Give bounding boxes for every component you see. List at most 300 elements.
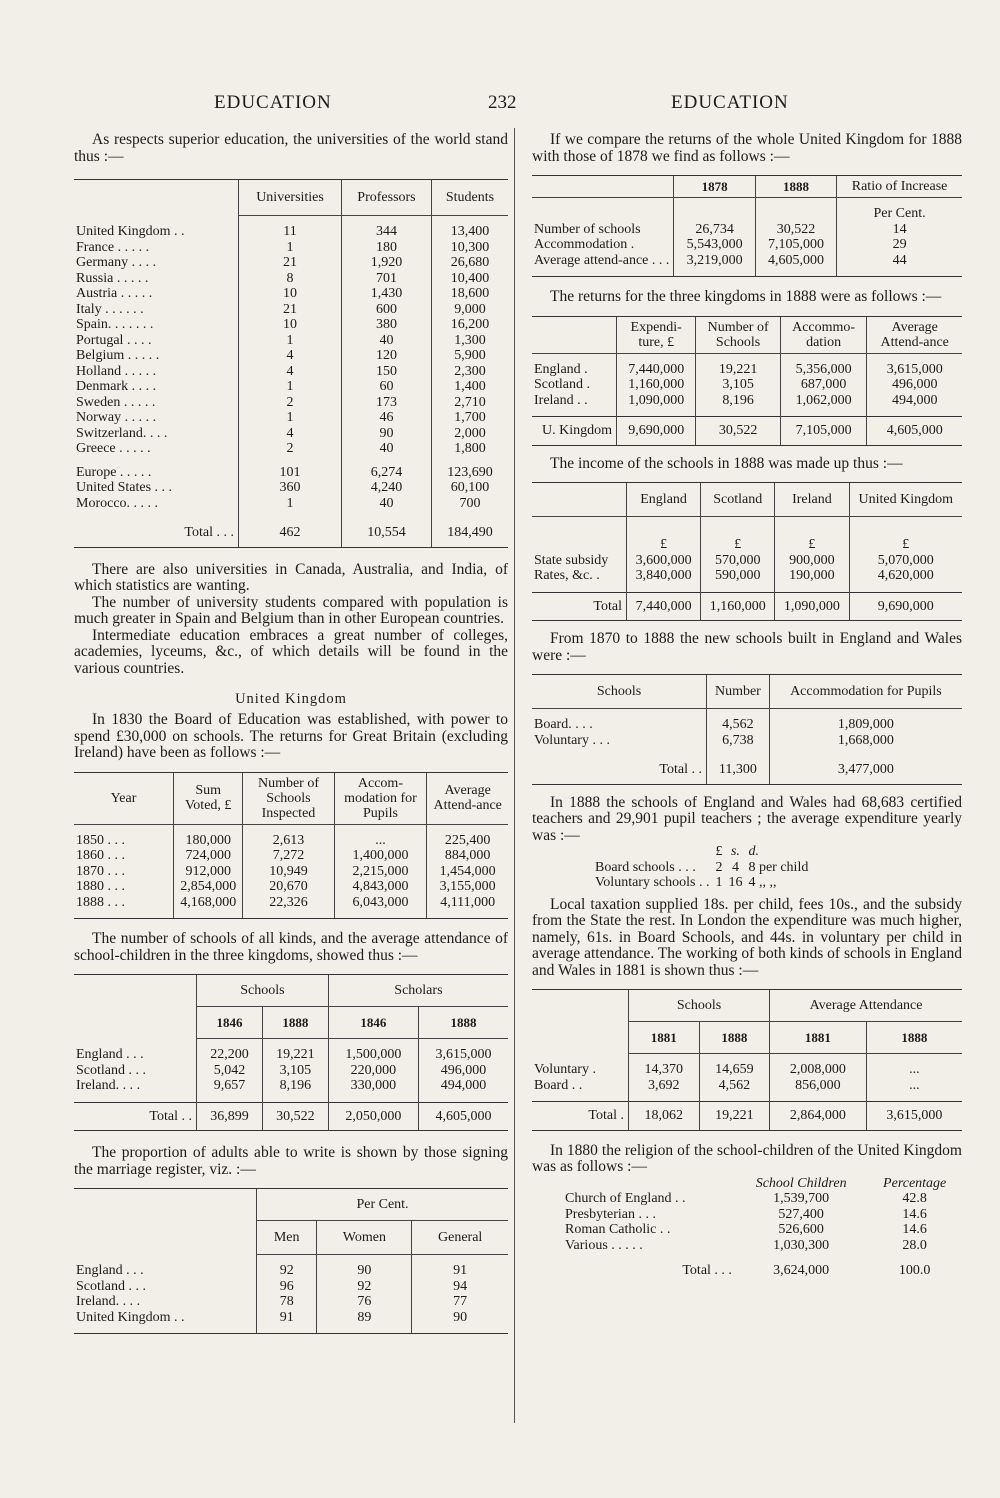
three-kingdoms-table bbox=[74, 974, 508, 1131]
table-cell: 496,000 bbox=[867, 377, 962, 393]
row-label: Norway . . . . . bbox=[76, 410, 157, 425]
col-header: Accommodation for Pupils bbox=[769, 675, 962, 709]
table-cell: 2,300 bbox=[431, 364, 508, 380]
table-cell: 90 bbox=[342, 426, 432, 442]
table-row bbox=[74, 441, 508, 457]
total-label: Total bbox=[532, 592, 627, 621]
table-cell: 494,000 bbox=[419, 1078, 509, 1094]
table-cell: 330,000 bbox=[328, 1078, 418, 1094]
table-cell: 2,710 bbox=[431, 395, 508, 411]
table-cell: 44 bbox=[837, 253, 962, 269]
table-cell: 91 bbox=[257, 1310, 317, 1326]
table-cell: 4 bbox=[239, 364, 342, 380]
table-cell: 3,840,000 bbox=[627, 568, 701, 584]
row-label: Denmark . . . . bbox=[76, 379, 157, 394]
row-label: Holland . . . . . bbox=[76, 363, 157, 379]
col-header: Universities bbox=[239, 180, 342, 216]
table-row bbox=[74, 1078, 508, 1094]
row-label: Switzerland. . . . bbox=[76, 425, 168, 441]
table-row bbox=[74, 410, 508, 426]
col-header: Number bbox=[707, 675, 770, 709]
col-header: Number of Schools Inspected bbox=[243, 772, 334, 824]
table-cell: 7,272 bbox=[243, 848, 334, 864]
group-header: Schools bbox=[197, 975, 329, 1007]
table-cell: 90 bbox=[317, 1263, 412, 1279]
table-cell: 1,400 bbox=[431, 379, 508, 395]
paragraph: From 1870 to 1888 the new schools built in England and Wales were :— bbox=[532, 630, 962, 664]
year-header: 1888 bbox=[262, 1007, 328, 1039]
religion-table bbox=[562, 1176, 962, 1279]
row-label: State subsidy bbox=[534, 552, 609, 568]
table-cell: 4,562 bbox=[707, 717, 770, 733]
year-header: 1846 bbox=[328, 1007, 418, 1039]
table-row bbox=[74, 271, 508, 287]
group-header: Per Cent. bbox=[257, 1189, 509, 1221]
table-cell: 3,615,000 bbox=[419, 1047, 509, 1063]
table-cell: 1 bbox=[715, 875, 723, 890]
table-cell: 1,030,300 bbox=[773, 1237, 830, 1253]
total-cell: 3,477,000 bbox=[769, 756, 962, 784]
row-label: Russia . . . . . bbox=[76, 270, 149, 286]
table-row bbox=[532, 237, 962, 253]
total-label: Total . . bbox=[532, 756, 707, 784]
comparison-table bbox=[532, 175, 962, 277]
table-cell: 5,042 bbox=[197, 1063, 263, 1079]
table-row bbox=[74, 286, 508, 302]
row-label: 1880 . . . bbox=[76, 879, 125, 894]
table-cell: 5,356,000 bbox=[780, 362, 867, 378]
table-cell: 1,430 bbox=[342, 286, 432, 302]
table-cell: 9,000 bbox=[431, 302, 508, 318]
spacer bbox=[74, 216, 508, 225]
table-cell: 26,680 bbox=[431, 255, 508, 271]
total-cell: 9,690,000 bbox=[617, 417, 696, 446]
table-cell: 570,000 bbox=[701, 553, 775, 569]
paragraph: In 1880 the religion of the school-children of the United Kingdom was as follows :— bbox=[532, 1141, 962, 1175]
group-header: Schools bbox=[629, 990, 770, 1022]
total-row bbox=[562, 1253, 962, 1279]
table-row bbox=[74, 1310, 508, 1326]
table-cell: 3,219,000 bbox=[674, 253, 755, 269]
row-label: United Kingdom . . bbox=[76, 224, 185, 239]
table-cell: 1,668,000 bbox=[769, 733, 962, 749]
table-cell: 8,196 bbox=[262, 1078, 328, 1094]
table-cell: 2,215,000 bbox=[334, 864, 427, 880]
table-row bbox=[74, 333, 508, 349]
row-label: Average attend-ance . . . bbox=[534, 252, 670, 268]
total-cell: 462 bbox=[239, 519, 342, 547]
table-cell: 19,221 bbox=[696, 362, 780, 378]
total-label: Total . . . bbox=[682, 1263, 732, 1278]
table-cell: 2,613 bbox=[243, 833, 334, 849]
total-row bbox=[74, 1102, 508, 1131]
table-cell: 10,400 bbox=[431, 271, 508, 287]
table-cell: 900,000 bbox=[775, 553, 849, 569]
total-cell: 4,605,000 bbox=[867, 417, 962, 446]
row-label: Voluntary . . . bbox=[534, 732, 610, 748]
board-education-table bbox=[74, 772, 508, 920]
row-label: France . . . . . bbox=[76, 239, 150, 255]
table-cell: 92 bbox=[257, 1263, 317, 1279]
table-cell: 190,000 bbox=[775, 568, 849, 584]
table-row bbox=[74, 848, 508, 864]
table-cell: 600 bbox=[342, 302, 432, 318]
table-cell: 856,000 bbox=[770, 1078, 867, 1094]
row-label: Voluntary . bbox=[534, 1062, 596, 1077]
row-label: England . . . bbox=[76, 1047, 144, 1062]
row-label: Ireland . . bbox=[534, 392, 588, 408]
row-label: England . . . bbox=[76, 1263, 144, 1278]
table-cell: 701 bbox=[342, 271, 432, 287]
row-label: Rates, &c. . bbox=[534, 568, 600, 583]
table-cell: 4,240 bbox=[342, 480, 432, 496]
table-row bbox=[74, 864, 508, 880]
table-row bbox=[562, 1222, 962, 1238]
col-header: Students bbox=[431, 180, 508, 216]
table-cell: 2,854,000 bbox=[174, 879, 243, 895]
total-cell: 7,105,000 bbox=[780, 417, 867, 446]
row-label: Scotland . . . bbox=[76, 1278, 146, 1294]
table-row bbox=[74, 1047, 508, 1063]
table-row bbox=[74, 224, 508, 240]
table-cell: 30,522 bbox=[755, 222, 836, 238]
table-row bbox=[74, 1263, 508, 1279]
table-row bbox=[74, 465, 508, 481]
table-cell: 10,949 bbox=[243, 864, 334, 880]
table-row bbox=[592, 860, 811, 876]
row-label: Scotland . bbox=[534, 377, 590, 392]
row-label: Roman Catholic . . bbox=[565, 1222, 671, 1237]
table-cell: 7,105,000 bbox=[755, 237, 836, 253]
year-header: 1888 bbox=[866, 1022, 962, 1054]
table-cell: 1,809,000 bbox=[769, 717, 962, 733]
table-cell: 14 bbox=[837, 222, 962, 238]
table-row bbox=[74, 895, 508, 911]
table-row bbox=[532, 553, 962, 569]
table-cell: 4,111,000 bbox=[427, 895, 508, 911]
table-cell: 1,300 bbox=[431, 333, 508, 349]
table-cell: 42.8 bbox=[902, 1191, 927, 1206]
table-cell: 494,000 bbox=[867, 393, 962, 409]
table-row bbox=[74, 379, 508, 395]
table-cell: 4 bbox=[239, 348, 342, 364]
row-label: Spain. . . . . . . bbox=[76, 317, 154, 332]
total-cell: 100.0 bbox=[898, 1263, 931, 1278]
paragraph: If we compare the returns of the whole United Kingdom for 1888 with those of 1878 we find as follows :— bbox=[532, 131, 962, 165]
col-header: Average Attend-ance bbox=[867, 316, 962, 353]
table-row bbox=[74, 302, 508, 318]
table-row bbox=[532, 717, 962, 733]
new-schools-table bbox=[532, 674, 962, 785]
table-cell: 1,160,000 bbox=[617, 377, 696, 393]
table-cell: 40 bbox=[342, 496, 432, 512]
col-header: Schools bbox=[532, 675, 707, 709]
table-cell: 5,543,000 bbox=[674, 237, 755, 253]
table-cell: 96 bbox=[257, 1279, 317, 1295]
table-cell: 91 bbox=[412, 1263, 508, 1279]
row-label: Morocco. . . . . bbox=[76, 495, 159, 511]
spacer bbox=[74, 511, 508, 519]
total-label: Total . . . bbox=[74, 519, 239, 547]
table-cell: 1,090,000 bbox=[617, 393, 696, 409]
table-cell: 912,000 bbox=[174, 864, 243, 880]
table-cell: 9,657 bbox=[197, 1078, 263, 1094]
col-header: Expendi-ture, £ bbox=[617, 316, 696, 353]
col-header: School Children bbox=[755, 1175, 847, 1191]
table-cell: 7,440,000 bbox=[617, 362, 696, 378]
col-header: Accom-modation for Pupils bbox=[334, 772, 427, 824]
total-cell: 3,615,000 bbox=[866, 1102, 962, 1131]
total-cell: 11,300 bbox=[707, 756, 770, 784]
table-cell: 101 bbox=[239, 465, 342, 481]
row-label: Number of schools bbox=[534, 221, 641, 237]
row-label: 1850 . . . bbox=[76, 832, 125, 848]
row-label: Board schools . . . bbox=[595, 859, 696, 875]
row-label: 1870 . . . bbox=[76, 863, 125, 879]
table-cell: 4,620,000 bbox=[849, 568, 962, 584]
table-cell: 4,843,000 bbox=[334, 879, 427, 895]
row-label: Italy . . . . . . bbox=[76, 301, 144, 317]
year-header: 1881 bbox=[770, 1022, 867, 1054]
row-label: Church of England . . bbox=[565, 1191, 686, 1206]
paragraph: Local taxation supplied 18s. per child, fees 10s., and the subsidy from the State the rest. In London the expenditure was much higher, namely, 61s. in Board Schools, and 44s. in voluntary per child in average attendance. The working of both kinds of schools in England and Wales in 1881 is shown thus :— bbox=[532, 895, 962, 979]
table-cell: 92 bbox=[317, 1279, 412, 1295]
table-cell: 60,100 bbox=[431, 480, 508, 496]
table-row bbox=[74, 426, 508, 442]
total-label: U. Kingdom bbox=[532, 417, 617, 446]
table-cell: 3,615,000 bbox=[867, 362, 962, 378]
table-row bbox=[532, 1062, 962, 1078]
table-cell: 5,070,000 bbox=[849, 553, 962, 569]
col-header: Men bbox=[257, 1221, 317, 1255]
total-row bbox=[532, 756, 962, 784]
spacer bbox=[532, 748, 962, 756]
paragraph: The number of schools of all kinds, and the average attendance of school-children in the three kingdoms, showed thus :— bbox=[74, 930, 508, 964]
total-cell: 10,554 bbox=[342, 519, 432, 547]
table-row bbox=[74, 496, 508, 512]
table-cell: 687,000 bbox=[780, 377, 867, 393]
table-cell: 173 bbox=[342, 395, 432, 411]
table-cell: ... bbox=[334, 833, 427, 849]
table-cell: 1 bbox=[239, 496, 342, 512]
row-label: Austria . . . . . bbox=[76, 286, 153, 301]
paragraph: The proportion of adults able to write is shown by those signing the marriage register, viz. :— bbox=[74, 1144, 508, 1178]
table-cell: 1,539,700 bbox=[773, 1191, 830, 1206]
table-cell: 22,326 bbox=[243, 895, 334, 911]
expenditure-table bbox=[592, 844, 811, 891]
table-cell: 13,400 bbox=[431, 224, 508, 240]
table-cell: 78 bbox=[257, 1294, 317, 1310]
table-cell: 123,690 bbox=[431, 465, 508, 481]
table-cell: 180,000 bbox=[174, 833, 243, 849]
table-cell: 724,000 bbox=[174, 848, 243, 864]
total-cell: 36,899 bbox=[197, 1102, 263, 1131]
row-label: Ireland. . . . bbox=[76, 1294, 141, 1309]
table-cell: 6,274 bbox=[342, 465, 432, 481]
table-cell: 1 bbox=[239, 333, 342, 349]
table-row bbox=[532, 393, 962, 409]
table-cell: 120 bbox=[342, 348, 432, 364]
table-cell: 360 bbox=[239, 480, 342, 496]
row-label: United States . . . bbox=[76, 480, 173, 495]
table-cell: 4 ,, ,, bbox=[748, 875, 777, 890]
total-cell: 30,522 bbox=[696, 417, 780, 446]
table-cell: 496,000 bbox=[419, 1063, 509, 1079]
table-cell: 16 bbox=[728, 875, 743, 890]
working-table bbox=[532, 989, 962, 1131]
year-header: 1881 bbox=[629, 1022, 700, 1054]
table-cell: 1,700 bbox=[431, 410, 508, 426]
table-cell: 46 bbox=[342, 410, 432, 426]
table-cell: 4 bbox=[731, 859, 739, 875]
table-cell: 21 bbox=[239, 302, 342, 318]
col-header: Professors bbox=[342, 180, 432, 216]
table-cell: 10 bbox=[239, 286, 342, 302]
table-cell: 3,692 bbox=[629, 1078, 700, 1094]
table-cell: 8,196 bbox=[696, 393, 780, 409]
table-row bbox=[74, 240, 508, 256]
table-cell: 4,562 bbox=[699, 1078, 770, 1094]
table-cell: 4,168,000 bbox=[174, 895, 243, 911]
spacer bbox=[74, 1255, 508, 1264]
table-row bbox=[562, 1238, 962, 1254]
row-label: Board . . bbox=[534, 1077, 583, 1093]
paragraph: The number of university students compared with population is much greater in Spain and Belgium than in other European countries. bbox=[74, 593, 508, 627]
total-cell: 30,522 bbox=[262, 1102, 328, 1131]
table-cell: 14,659 bbox=[699, 1062, 770, 1078]
unit-label: Per Cent. bbox=[837, 198, 962, 222]
spacer bbox=[74, 1094, 508, 1103]
total-row bbox=[532, 1102, 962, 1131]
table-cell: 527,400 bbox=[778, 1206, 824, 1222]
table-cell: 40 bbox=[342, 441, 432, 457]
table-row bbox=[592, 875, 811, 891]
table-cell: 21 bbox=[239, 255, 342, 271]
table-row bbox=[74, 879, 508, 895]
table-row bbox=[74, 317, 508, 333]
table-row bbox=[74, 1294, 508, 1310]
spacer bbox=[532, 1054, 962, 1063]
table-row bbox=[532, 568, 962, 584]
row-label: Sweden . . . . . bbox=[76, 394, 156, 410]
left-column bbox=[74, 132, 508, 1334]
row-label: Germany . . . . bbox=[76, 255, 157, 270]
universities-table bbox=[74, 179, 508, 548]
table-cell: 1,062,000 bbox=[780, 393, 867, 409]
year-header: 1888 bbox=[699, 1022, 770, 1054]
col-header: United Kingdom bbox=[849, 483, 962, 517]
col-header: England bbox=[627, 483, 701, 517]
table-cell: 3,155,000 bbox=[427, 879, 508, 895]
group-header: Scholars bbox=[328, 975, 508, 1007]
table-row bbox=[562, 1207, 962, 1223]
unit-label: £ bbox=[701, 517, 775, 553]
table-cell: 76 bbox=[317, 1294, 412, 1310]
unit-label: £ bbox=[627, 517, 701, 553]
table-cell: 14,370 bbox=[629, 1062, 700, 1078]
spacer bbox=[532, 709, 962, 718]
table-cell: 2 bbox=[239, 441, 342, 457]
table-row bbox=[532, 377, 962, 393]
spacer bbox=[74, 824, 508, 833]
row-label: Ireland. . . . bbox=[76, 1078, 141, 1093]
table-cell: 2 bbox=[715, 859, 723, 875]
col-header: Scotland bbox=[701, 483, 775, 517]
table-cell: 89 bbox=[317, 1310, 412, 1326]
paragraph: The income of the schools in 1888 was made up thus :— bbox=[550, 454, 903, 472]
table-cell: 20,670 bbox=[243, 879, 334, 895]
running-head-left: EDUCATION bbox=[214, 92, 332, 113]
total-cell: 2,050,000 bbox=[328, 1102, 418, 1131]
table-row bbox=[74, 395, 508, 411]
table-cell: 10 bbox=[239, 317, 342, 333]
total-cell: 1,090,000 bbox=[775, 592, 849, 621]
running-head-right: EDUCATION bbox=[671, 92, 789, 113]
table-cell: 22,200 bbox=[197, 1047, 263, 1063]
table-cell: 2 bbox=[239, 395, 342, 411]
paragraph: In 1888 the schools of England and Wales had 68,683 certified teachers and 29,901 pupil teachers ; the average expenditure yearly was :— bbox=[532, 793, 962, 844]
table-cell: 1 bbox=[239, 379, 342, 395]
col-header: 1888 bbox=[755, 176, 836, 198]
table-cell: 380 bbox=[342, 317, 432, 333]
table-cell: 1,454,000 bbox=[427, 864, 508, 880]
row-label: Portugal . . . . bbox=[76, 332, 152, 348]
group-header: Average Attendance bbox=[770, 990, 962, 1022]
row-label: Presbyterian . . . bbox=[565, 1206, 656, 1222]
income-table bbox=[532, 482, 962, 621]
table-cell: 28.0 bbox=[902, 1237, 927, 1253]
total-cell: 19,221 bbox=[699, 1102, 770, 1131]
total-cell: 1,160,000 bbox=[701, 592, 775, 621]
table-cell: 1,500,000 bbox=[328, 1047, 418, 1063]
row-label: Scotland . . . bbox=[76, 1062, 146, 1078]
table-cell: 2,000 bbox=[431, 426, 508, 442]
total-cell: 18,062 bbox=[629, 1102, 700, 1131]
table-cell: 6,738 bbox=[707, 733, 770, 749]
col-header: Ireland bbox=[775, 483, 849, 517]
table-cell: 526,600 bbox=[778, 1222, 824, 1237]
table-cell: 8 bbox=[239, 271, 342, 287]
table-cell: ... bbox=[866, 1078, 962, 1094]
table-cell: 8 per child bbox=[748, 859, 809, 875]
spacer bbox=[532, 1093, 962, 1102]
table-cell: 77 bbox=[412, 1294, 508, 1310]
table-cell: 1,400,000 bbox=[334, 848, 427, 864]
row-label: Europe . . . . . bbox=[76, 464, 152, 480]
table-cell: 1 bbox=[239, 410, 342, 426]
table-row bbox=[562, 1191, 962, 1207]
unit: d. bbox=[748, 844, 759, 859]
page-number: 232 bbox=[488, 92, 517, 113]
row-label: Various . . . . . bbox=[565, 1237, 643, 1253]
table-cell: 3,600,000 bbox=[627, 553, 701, 569]
row-label: 1860 . . . bbox=[76, 848, 125, 863]
table-cell: 590,000 bbox=[701, 568, 775, 584]
unit-label: £ bbox=[849, 517, 962, 553]
table-cell: 3,105 bbox=[262, 1063, 328, 1079]
col-header: Ratio of Increase bbox=[837, 176, 962, 198]
row-label: Belgium . . . . . bbox=[76, 348, 160, 363]
col-header: Percentage bbox=[883, 1175, 947, 1191]
table-row bbox=[74, 833, 508, 849]
table-cell: 4 bbox=[239, 426, 342, 442]
spacer bbox=[74, 1039, 508, 1048]
spacer bbox=[532, 408, 962, 417]
table-cell: 90 bbox=[412, 1310, 508, 1326]
total-row bbox=[532, 417, 962, 446]
table-cell: 6,043,000 bbox=[334, 895, 427, 911]
col-header: Number of Schools bbox=[696, 316, 780, 353]
